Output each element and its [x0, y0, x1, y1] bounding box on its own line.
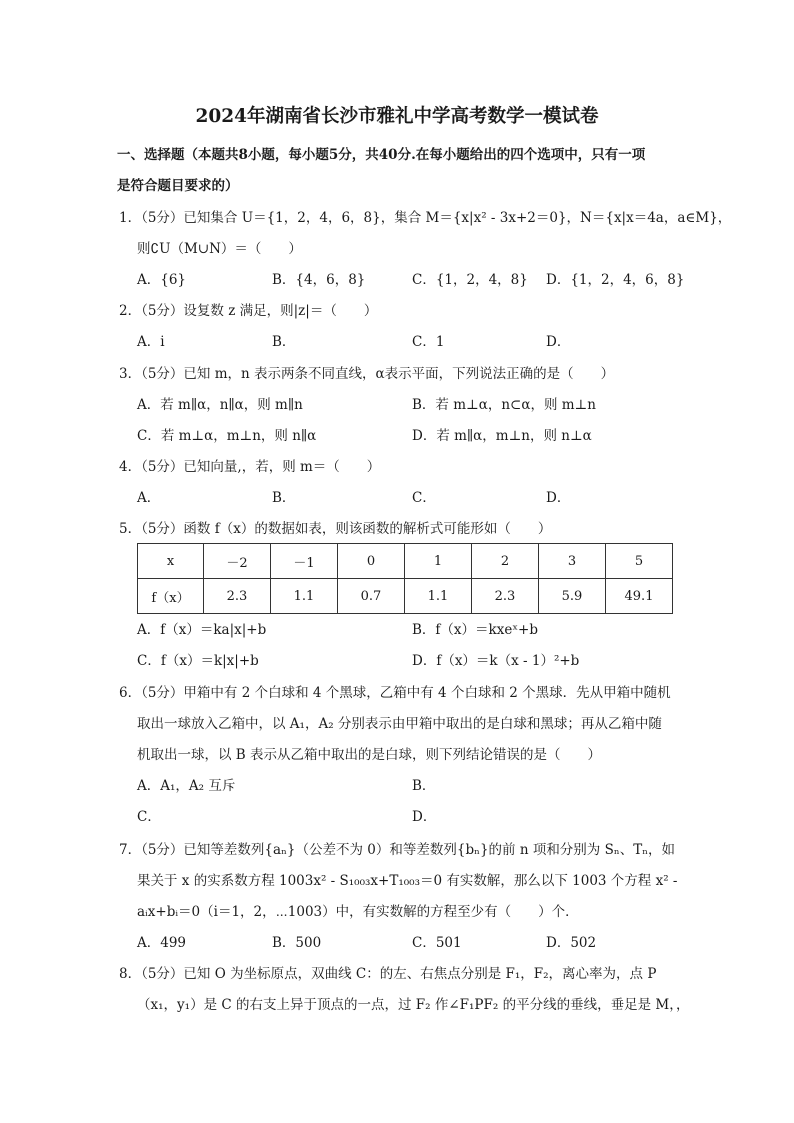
table-cell: f（x）	[138, 579, 204, 614]
table-row	[138, 544, 673, 579]
q1-option-a[interactable]: A．{6}	[137, 272, 187, 288]
q7-stem-line3: aᵢx+bᵢ＝0（i＝1，2，⋯1003）中，有实数解的方程至少有（ ）个．	[137, 904, 579, 920]
q8-stem-line2: （x₁，y₁）是 C 的右支上异于顶点的一点，过 F₂ 作∠F₁PF₂ 的平分线的垂线，垂足是 M，，	[137, 997, 690, 1013]
q6-stem-line1: 6．（5分）甲箱中有 2 个白球和 4 个黑球，乙箱中有 4 个白球和 2 个黑球．先从甲箱中随机	[119, 685, 671, 701]
q7-option-b[interactable]: B．500	[272, 935, 322, 951]
q5-option-d[interactable]: D．f（x）＝k（x - 1）²+b	[412, 653, 580, 669]
q5-data-table	[137, 543, 673, 614]
q6-option-a[interactable]: A．A₁，A₂ 互斥	[137, 778, 236, 794]
q7-stem-line2: 果关于 x 的实系数方程 1003x² - S₁₀₀₃x+T₁₀₀₃＝0 有实数解，那么以下 1003 个方程 x² -	[137, 873, 678, 889]
table-cell: 1.1	[271, 579, 338, 614]
q6-option-b[interactable]: B．	[412, 778, 436, 794]
table-cell: x	[138, 544, 204, 579]
q7-option-c[interactable]: C．501	[412, 935, 462, 951]
q1-option-b[interactable]: B．{4，6，8}	[272, 272, 366, 288]
table-cell: 3	[539, 544, 606, 579]
q2-option-d[interactable]: D．	[546, 334, 571, 350]
q2-stem: 2．（5分）设复数 z 满足，则|z|＝（ ）	[119, 303, 378, 319]
q3-stem: 3．（5分）已知 m，n 表示两条不同直线，α表示平面，下列说法正确的是（ ）	[119, 366, 615, 382]
q4-stem: 4．（5分）已知向量,，若，则 m＝（ ）	[119, 459, 381, 475]
q3-option-b[interactable]: B．若 m⊥α，n⊂α，则 m⊥n	[412, 397, 596, 413]
q5-stem: 5．（5分）函数 f（x）的数据如表，则该函数的解析式可能形如（ ）	[119, 521, 552, 537]
q1-option-d[interactable]: D．{1，2，4，6，8}	[546, 272, 685, 288]
q3-option-a[interactable]: A．若 m∥α，n∥α，则 m∥n	[137, 397, 303, 413]
q3-option-d[interactable]: D．若 m∥α，m⊥n，则 n⊥α	[412, 428, 592, 444]
page-title: 2024年湖南省长沙市雅礼中学高考数学一模试卷	[195, 106, 599, 127]
q4-option-b[interactable]: B．	[272, 490, 296, 506]
q1-stem-line2: 则∁U（M∪N）＝（ ）	[137, 241, 302, 257]
q7-stem-line1: 7．（5分）已知等差数列{aₙ}（公差不为 0）和等差数列{bₙ}的前 n 项和分别为 Sₙ、Tₙ，如	[119, 842, 676, 858]
table-cell: 1.1	[405, 579, 472, 614]
q5-option-b[interactable]: B．f（x）＝kxeˣ+b	[412, 622, 538, 638]
q6-option-d[interactable]: D．	[412, 809, 437, 825]
q5-option-a[interactable]: A．f（x）＝ka|x|+b	[137, 622, 267, 638]
table-cell: 2.3	[204, 579, 271, 614]
table-row	[138, 579, 673, 614]
q4-option-d[interactable]: D．	[546, 490, 571, 506]
table-cell: 0	[338, 544, 405, 579]
section-heading-line2: 是符合题目要求的）	[117, 178, 239, 194]
q5-option-c[interactable]: C．f（x）＝k|x|+b	[137, 653, 259, 669]
table-cell: 1	[405, 544, 472, 579]
table-cell: －1	[271, 544, 338, 579]
q1-stem-line1: 1．（5分）已知集合 U＝{1，2，4，6，8}，集合 M＝{x|x² - 3x+2＝0}，N＝{x|x＝4a，a∈M}，	[119, 210, 732, 226]
q6-stem-line3: 机取出一球，以 B 表示从乙箱中取出的是白球，则下列结论错误的是（ ）	[137, 747, 602, 763]
q4-option-c[interactable]: C．	[412, 490, 436, 506]
q7-option-d[interactable]: D．502	[546, 935, 597, 951]
section-heading-line1: 一、选择题（本题共8小题，每小题5分，共40分.在每小题给出的四个选项中，只有一项	[117, 147, 646, 163]
q6-stem-line2: 取出一球放入乙箱中，以 A₁，A₂ 分别表示由甲箱中取出的是白球和黑球；再从乙箱中随	[137, 716, 662, 732]
q3-option-c[interactable]: C．若 m⊥α，m⊥n，则 n∥α	[137, 428, 317, 444]
table-cell: 2	[472, 544, 539, 579]
table-cell: 5.9	[539, 579, 606, 614]
q1-option-c[interactable]: C．{1，2，4，8}	[412, 272, 528, 288]
q6-option-c[interactable]: C．	[137, 809, 161, 825]
q4-option-a[interactable]: A．	[137, 490, 161, 506]
q7-option-a[interactable]: A．499	[137, 935, 187, 951]
table-cell: －2	[204, 544, 271, 579]
q2-option-c[interactable]: C．1	[412, 334, 445, 350]
table-cell: 0.7	[338, 579, 405, 614]
table-cell: 49.1	[606, 579, 673, 614]
table-cell: 2.3	[472, 579, 539, 614]
q8-stem-line1: 8．（5分）已知 O 为坐标原点，双曲线 C：的左、右焦点分别是 F₁，F₂，离心率为，点 P	[119, 966, 657, 982]
q2-option-a[interactable]: A．i	[137, 334, 165, 350]
table-cell: 5	[606, 544, 673, 579]
q2-option-b[interactable]: B．	[272, 334, 296, 350]
